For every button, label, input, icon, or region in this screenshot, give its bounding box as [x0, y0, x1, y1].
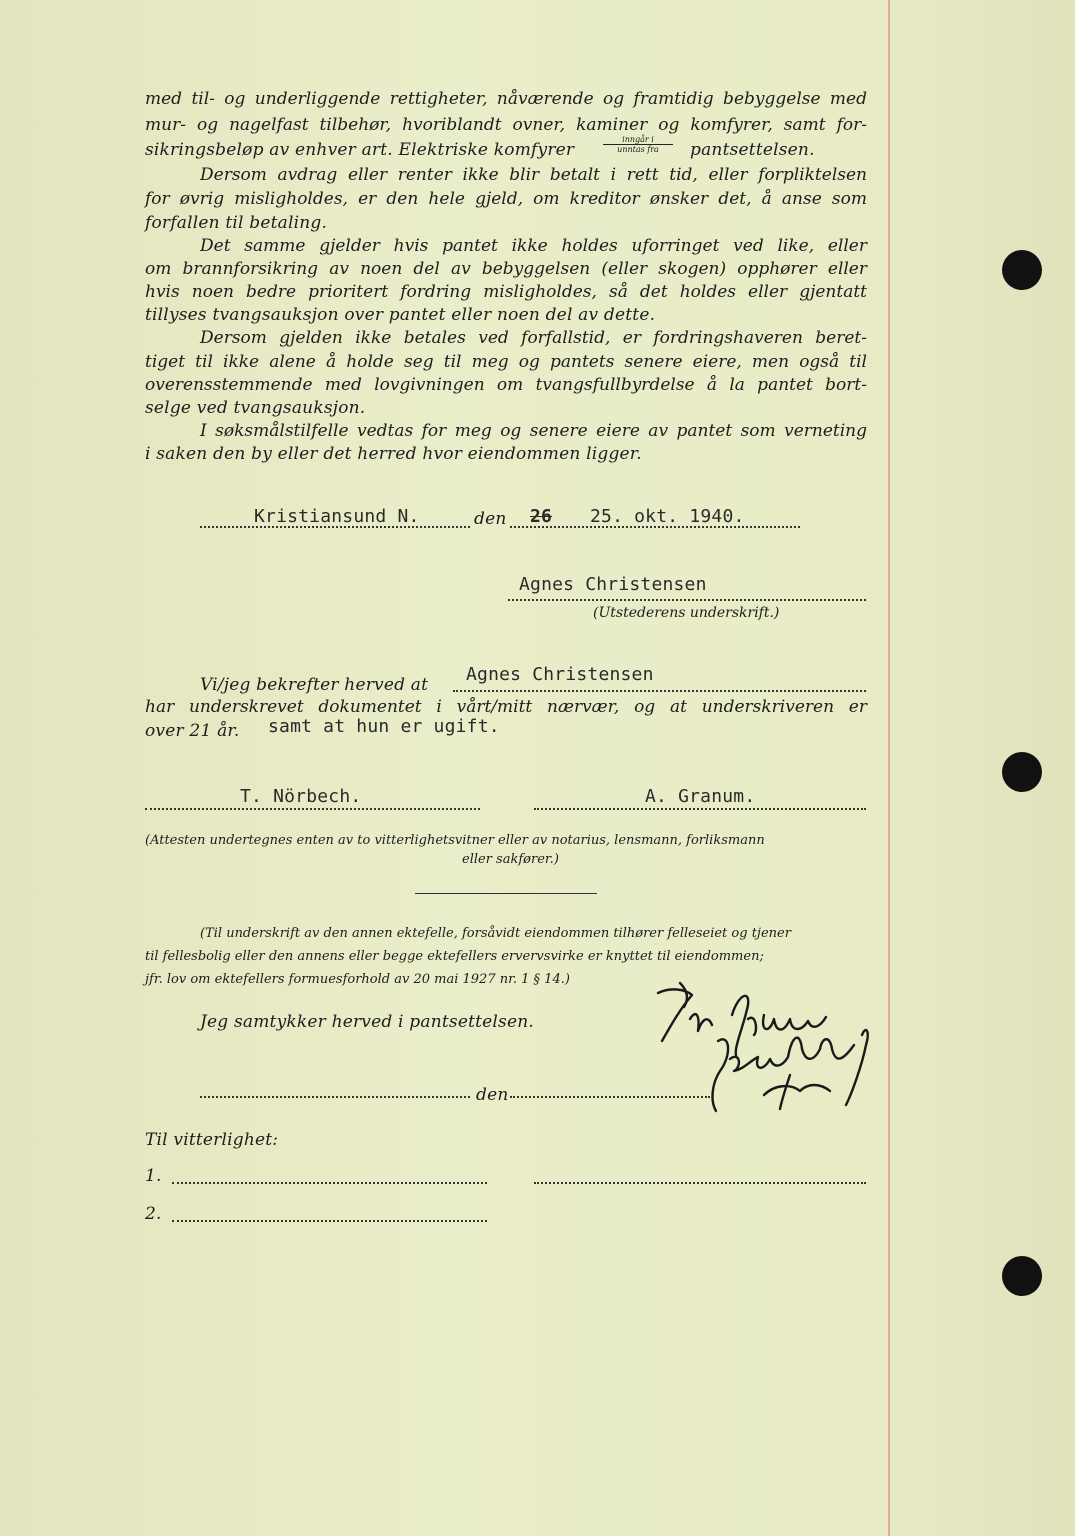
spouse-note: jfr. lov om ektefellers formuesforhold av 20 mai 1927 nr. 1 § 14.)	[145, 972, 570, 987]
confirmation-dotted-line	[453, 690, 866, 692]
consent-date-dotted-line-2	[510, 1096, 710, 1098]
handwritten-signature	[640, 975, 900, 1125]
body-line: hvis noen bedre prioritert fordring misligholdes, så det holdes eller gjentatt	[145, 282, 867, 302]
body-line: I søksmålstilfelle vedtas for meg og senere eiere av pantet som verneting	[200, 421, 867, 441]
witness-section-title: Til vitterlighet:	[145, 1130, 279, 1150]
body-line: pantsettelsen.	[690, 140, 815, 160]
spouse-consent: Jeg samtykker herved i pantsettelsen.	[200, 1012, 534, 1032]
body-line: selge ved tvangsauksjon.	[145, 398, 366, 418]
witness-left-dotted-line	[145, 808, 480, 810]
witness-1-right-dotted-line	[534, 1182, 866, 1184]
issuer-name: Agnes Christensen	[519, 574, 707, 595]
witness-number-1: 1.	[145, 1166, 162, 1186]
witness-right-name: A. Granum.	[645, 786, 756, 807]
body-line: i saken den by eller det herred hvor eiendommen ligger.	[145, 444, 642, 464]
body-line: om brannforsikring av noen del av bebyggelsen (eller skogen) opphører eller	[145, 259, 867, 279]
fraction-bottom: unntas fra	[603, 144, 673, 154]
body-line: overensstemmende med lovgivningen om tvangsfullbyrdelse å la pantet bort-	[145, 375, 867, 395]
punch-hole	[1002, 1256, 1042, 1296]
spouse-note: til fellesbolig eller den annens eller begge ektefellers ervervsvirke er knyttet til eiendommen;	[145, 949, 764, 964]
den-label: den	[474, 509, 507, 529]
witness-number-2: 2.	[145, 1204, 162, 1224]
body-line: Det samme gjelder hvis pantet ikke holdes uforringet ved like, eller	[200, 236, 867, 256]
confirmation-name: Agnes Christensen	[466, 664, 654, 685]
body-line: tillyses tvangsauksjon over pantet eller noen del av dette.	[145, 305, 656, 325]
witness-left-name: T. Nörbech.	[240, 786, 362, 807]
consent-date-dotted-line	[200, 1096, 470, 1098]
body-line: sikringsbeløp av enhver art. Elektriske komfyrer	[145, 140, 575, 160]
punch-hole	[1002, 250, 1042, 290]
witness-note: (Attesten undertegnes enten av to vitterlighetsvitner eller av notarius, lensmann, forliksmann	[145, 833, 765, 848]
body-line: Dersom gjelden ikke betales ved forfallstid, er fordringshaveren beret-	[200, 328, 867, 348]
confirmation-line: har underskrevet dokumentet i vårt/mitt nærvær, og at underskriveren er	[145, 697, 867, 717]
witness-note: eller sakfører.)	[462, 852, 559, 867]
body-line: Dersom avdrag eller renter ikke blir betalt i rett tid, eller forpliktelsen	[200, 165, 867, 185]
fraction-top: inngår i	[622, 135, 654, 144]
body-line: mur- og nagelfast tilbehør, hvoriblandt ovner, kaminer og komfyrer, samt for-	[145, 115, 867, 135]
confirmation-label: Vi/jeg bekrefter herved at	[200, 675, 429, 695]
issuer-dotted-line	[508, 599, 866, 601]
date-value: 25. okt. 1940.	[590, 506, 745, 527]
body-line: tiget til ikke alene å holde seg til meg og pantets senere eiere, men også til	[145, 352, 867, 372]
body-line: for øvrig misligholdes, er den hele gjeld, om kreditor ønsker det, å anse som	[145, 189, 867, 209]
body-line: med til- og underliggende rettigheter, nåværende og framtidig bebyggelse med	[145, 89, 867, 109]
witness-right-dotted-line	[534, 808, 866, 810]
issuer-caption: (Utstederens underskrift.)	[593, 605, 780, 621]
witness-1-left-dotted-line	[172, 1182, 487, 1184]
witness-2-dotted-line	[172, 1220, 487, 1222]
body-line: forfallen til betaling.	[145, 213, 328, 233]
fraction-choice	[603, 135, 673, 154]
confirmation-typed-addition: samt at hun er ugift.	[268, 716, 500, 737]
consent-den-label: den	[476, 1085, 509, 1105]
confirmation-line: over 21 år.	[145, 721, 240, 741]
spouse-note: (Til underskrift av den annen ektefelle, forsåvidt eiendommen tilhører felleseiet og tjener	[200, 926, 791, 941]
margin-line	[888, 0, 890, 1536]
divider	[415, 893, 597, 894]
struck-day: 26	[530, 506, 553, 527]
punch-hole	[1002, 752, 1042, 792]
place-value: Kristiansund N.	[254, 506, 420, 527]
